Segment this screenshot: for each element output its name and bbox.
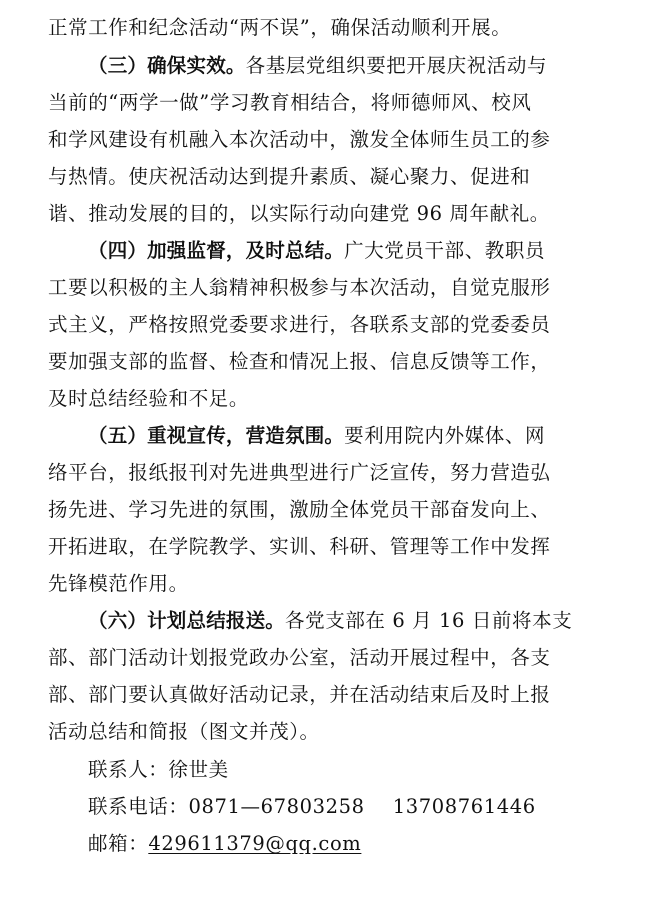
contact-mobile: 13708761446 (392, 795, 536, 818)
section-5-line: 开拓进取，在学院教学、实训、科研、管理等工作中发挥 (48, 535, 551, 558)
section-5-first-line: （五）重视宣传，营造氛围。要利用院内外媒体、网 (88, 424, 546, 447)
section-6-line: 部、部门要认真做好活动记录，并在活动结束后及时上报 (48, 683, 551, 706)
section-4-line: 式主义，严格按照党委要求进行，各联系支部的党委委员 (48, 313, 551, 336)
section-6-first-line: （六）计划总结报送。各党支部在 6 月 16 日前将本支 (88, 609, 573, 632)
section-6-heading: （六）计划总结报送。 (88, 609, 286, 632)
section-4-line: 要加强支部的监督、检查和情况上报、信息反馈等工作， (48, 350, 551, 373)
section-3-line: 谐、推动发展的目的，以实际行动向建党 96 周年献礼。 (48, 202, 550, 225)
section-4-heading: （四）加强监督，及时总结。 (88, 239, 345, 262)
contact-email-link[interactable]: 429611379@qq.com (148, 832, 362, 855)
section-3-heading: （三）确保实效。 (88, 54, 246, 77)
section-4-line: 及时总结经验和不足。 (48, 387, 250, 410)
section-6-line: 活动总结和简报（图文并茂）。 (48, 720, 320, 743)
contact-email-line (88, 830, 608, 858)
section-3-first-line: （三）确保实效。各基层党组织要把开展庆祝活动与 (88, 54, 548, 77)
contact-phone: 联系电话：0871—67803258 (88, 795, 365, 818)
section-5-line: 先锋模范作用。 (48, 572, 189, 595)
section-5-line: 扬先进、学习先进的氛围，激励全体党员干部奋发向上、 (48, 498, 551, 521)
intro-tail-line: 正常工作和纪念活动“两不误”，确保活动顺利开展。 (48, 16, 512, 39)
section-5-heading: （五）重视宣传，营造氛围。 (88, 424, 345, 447)
section-3-line: 当前的“两学一做”学习教育相结合，将师德师风、校风 (48, 91, 532, 114)
section-5-line: 络平台，报纸报刊对先进典型进行广泛宣传，努力营造弘 (48, 461, 551, 484)
contact-person: 联系人：徐世美 (88, 758, 229, 781)
section-4-first-line: （四）加强监督，及时总结。广大党员干部、教职员 (88, 239, 546, 262)
section-4-line: 工要以积极的主人翁精神积极参与本次活动，自觉克服形 (48, 276, 551, 299)
contact-phone-line (88, 793, 608, 821)
section-3-line: 与热情。使庆祝活动达到提升素质、凝心聚力、促进和 (48, 165, 531, 188)
section-3-line: 和学风建设有机融入本次活动中，激发全体师生员工的参 (48, 128, 551, 151)
section-6-line: 部、部门活动计划报党政办公室，活动开展过程中，各支 (48, 646, 551, 669)
contact-email-label: 邮箱： (88, 832, 149, 855)
